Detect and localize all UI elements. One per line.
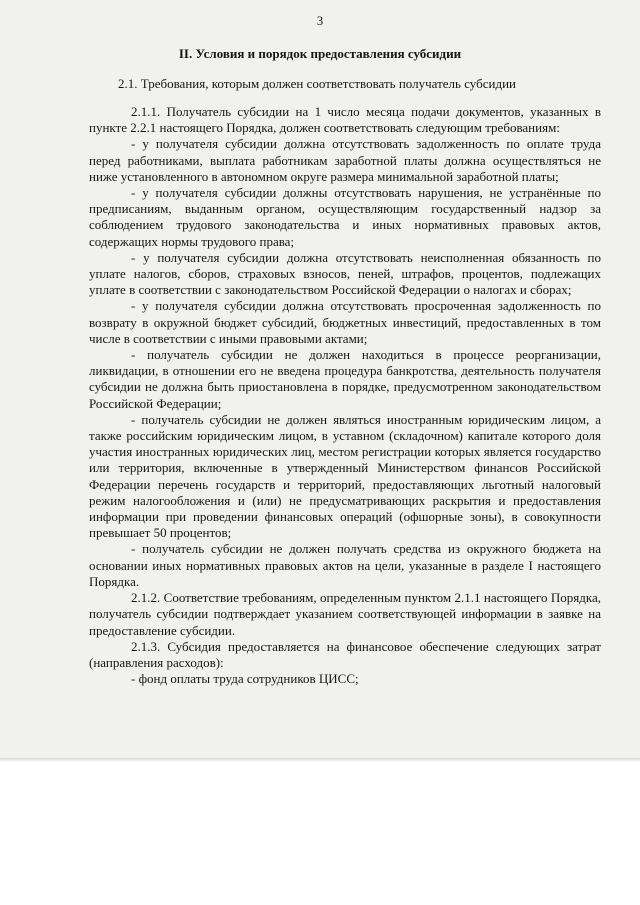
requirement-item: - у получателя субсидии должна отсутствовать неисполненная обязанность по уплате налогов, сборов, страховых взносов, пеней, штрафов, процентов, подлежащих уплате в соответствии с законодательством Российской Федерации о налогах и сборах; bbox=[89, 249, 601, 298]
paragraph-2-1-1: 2.1.1. Получатель субсидии на 1 число месяца подачи документов, указанных в пункте 2.2.1 настоящего Порядка, должен соответствовать следующим требованиям: bbox=[89, 104, 601, 136]
requirement-item: - получатель субсидии не должен являться иностранным юридическим лицом, а также российским юридическим лицом, в уставном (складочном) капитале которого доля участия иностранных юридических лиц, местом регистрации которых является государство или территория, включенные в утвержденный Министерством финансов Российской Федерации перечень государств и территорий, предоставляющих льготный налоговый режим налогообложения и (или) не предусматривающих раскрытия и предоставления информации при проведении финансовых операций (офшорные зоны), в совокупности превышает 50 процентов; bbox=[89, 411, 601, 541]
page-number: 3 bbox=[316, 14, 324, 28]
paragraph-2-1-2: 2.1.2. Соответствие требованиям, определенным пунктом 2.1.1 настоящего Порядка, получатель субсидии подтверждает указанием соответствующей информации в заявке на предоставление субсидии. bbox=[89, 590, 601, 638]
requirement-item: - получатель субсидии не должен получать средства из окружного бюджета на основании иных нормативных правовых актов на цели, указанные в разделе I настоящего Порядка. bbox=[89, 541, 601, 589]
requirement-item: - у получателя субсидии должна отсутствовать задолженность по оплате труда перед работниками, выплата работникам заработной платы должна осуществляться не ниже установленного в автономном округе размера минимальной заработной платы; bbox=[89, 136, 601, 184]
requirement-item: - у получателя субсидии должна отсутствовать просроченная задолженность по возврату в окружной бюджет субсидий, бюджетных инвестиций, предоставленных в том числе в соответствии с иными правовыми актами; bbox=[89, 298, 601, 346]
expense-item: - фонд оплаты труда сотрудников ЦИСС; bbox=[131, 671, 359, 687]
requirement-item: - получатель субсидии не должен находиться в процессе реорганизации, ликвидации, в отношении его не введена процедура банкротства, деятельность получателя субсидии не должна быть приостановлена в порядке, предусмотренном законодательством Российской Федерации; bbox=[89, 347, 601, 411]
paragraph-2-1-3: 2.1.3. Субсидия предоставляется на финансовое обеспечение следующих затрат (направления расходов): bbox=[89, 638, 601, 670]
scan-bottom-edge bbox=[0, 758, 640, 762]
document-body bbox=[89, 104, 601, 687]
subsection-title: 2.1. Требования, которым должен соответствовать получатель субсидии bbox=[118, 76, 517, 91]
requirement-item: - у получателя субсидии должны отсутствовать нарушения, не устранённые по предписаниям, выданным органом, осуществляющим государственный надзор за соблюдением трудового законодательства и иных нормативных правовых актов, содержащих нормы трудового права; bbox=[89, 185, 601, 249]
section-title: II. Условия и порядок предоставления субсидии bbox=[178, 46, 462, 61]
